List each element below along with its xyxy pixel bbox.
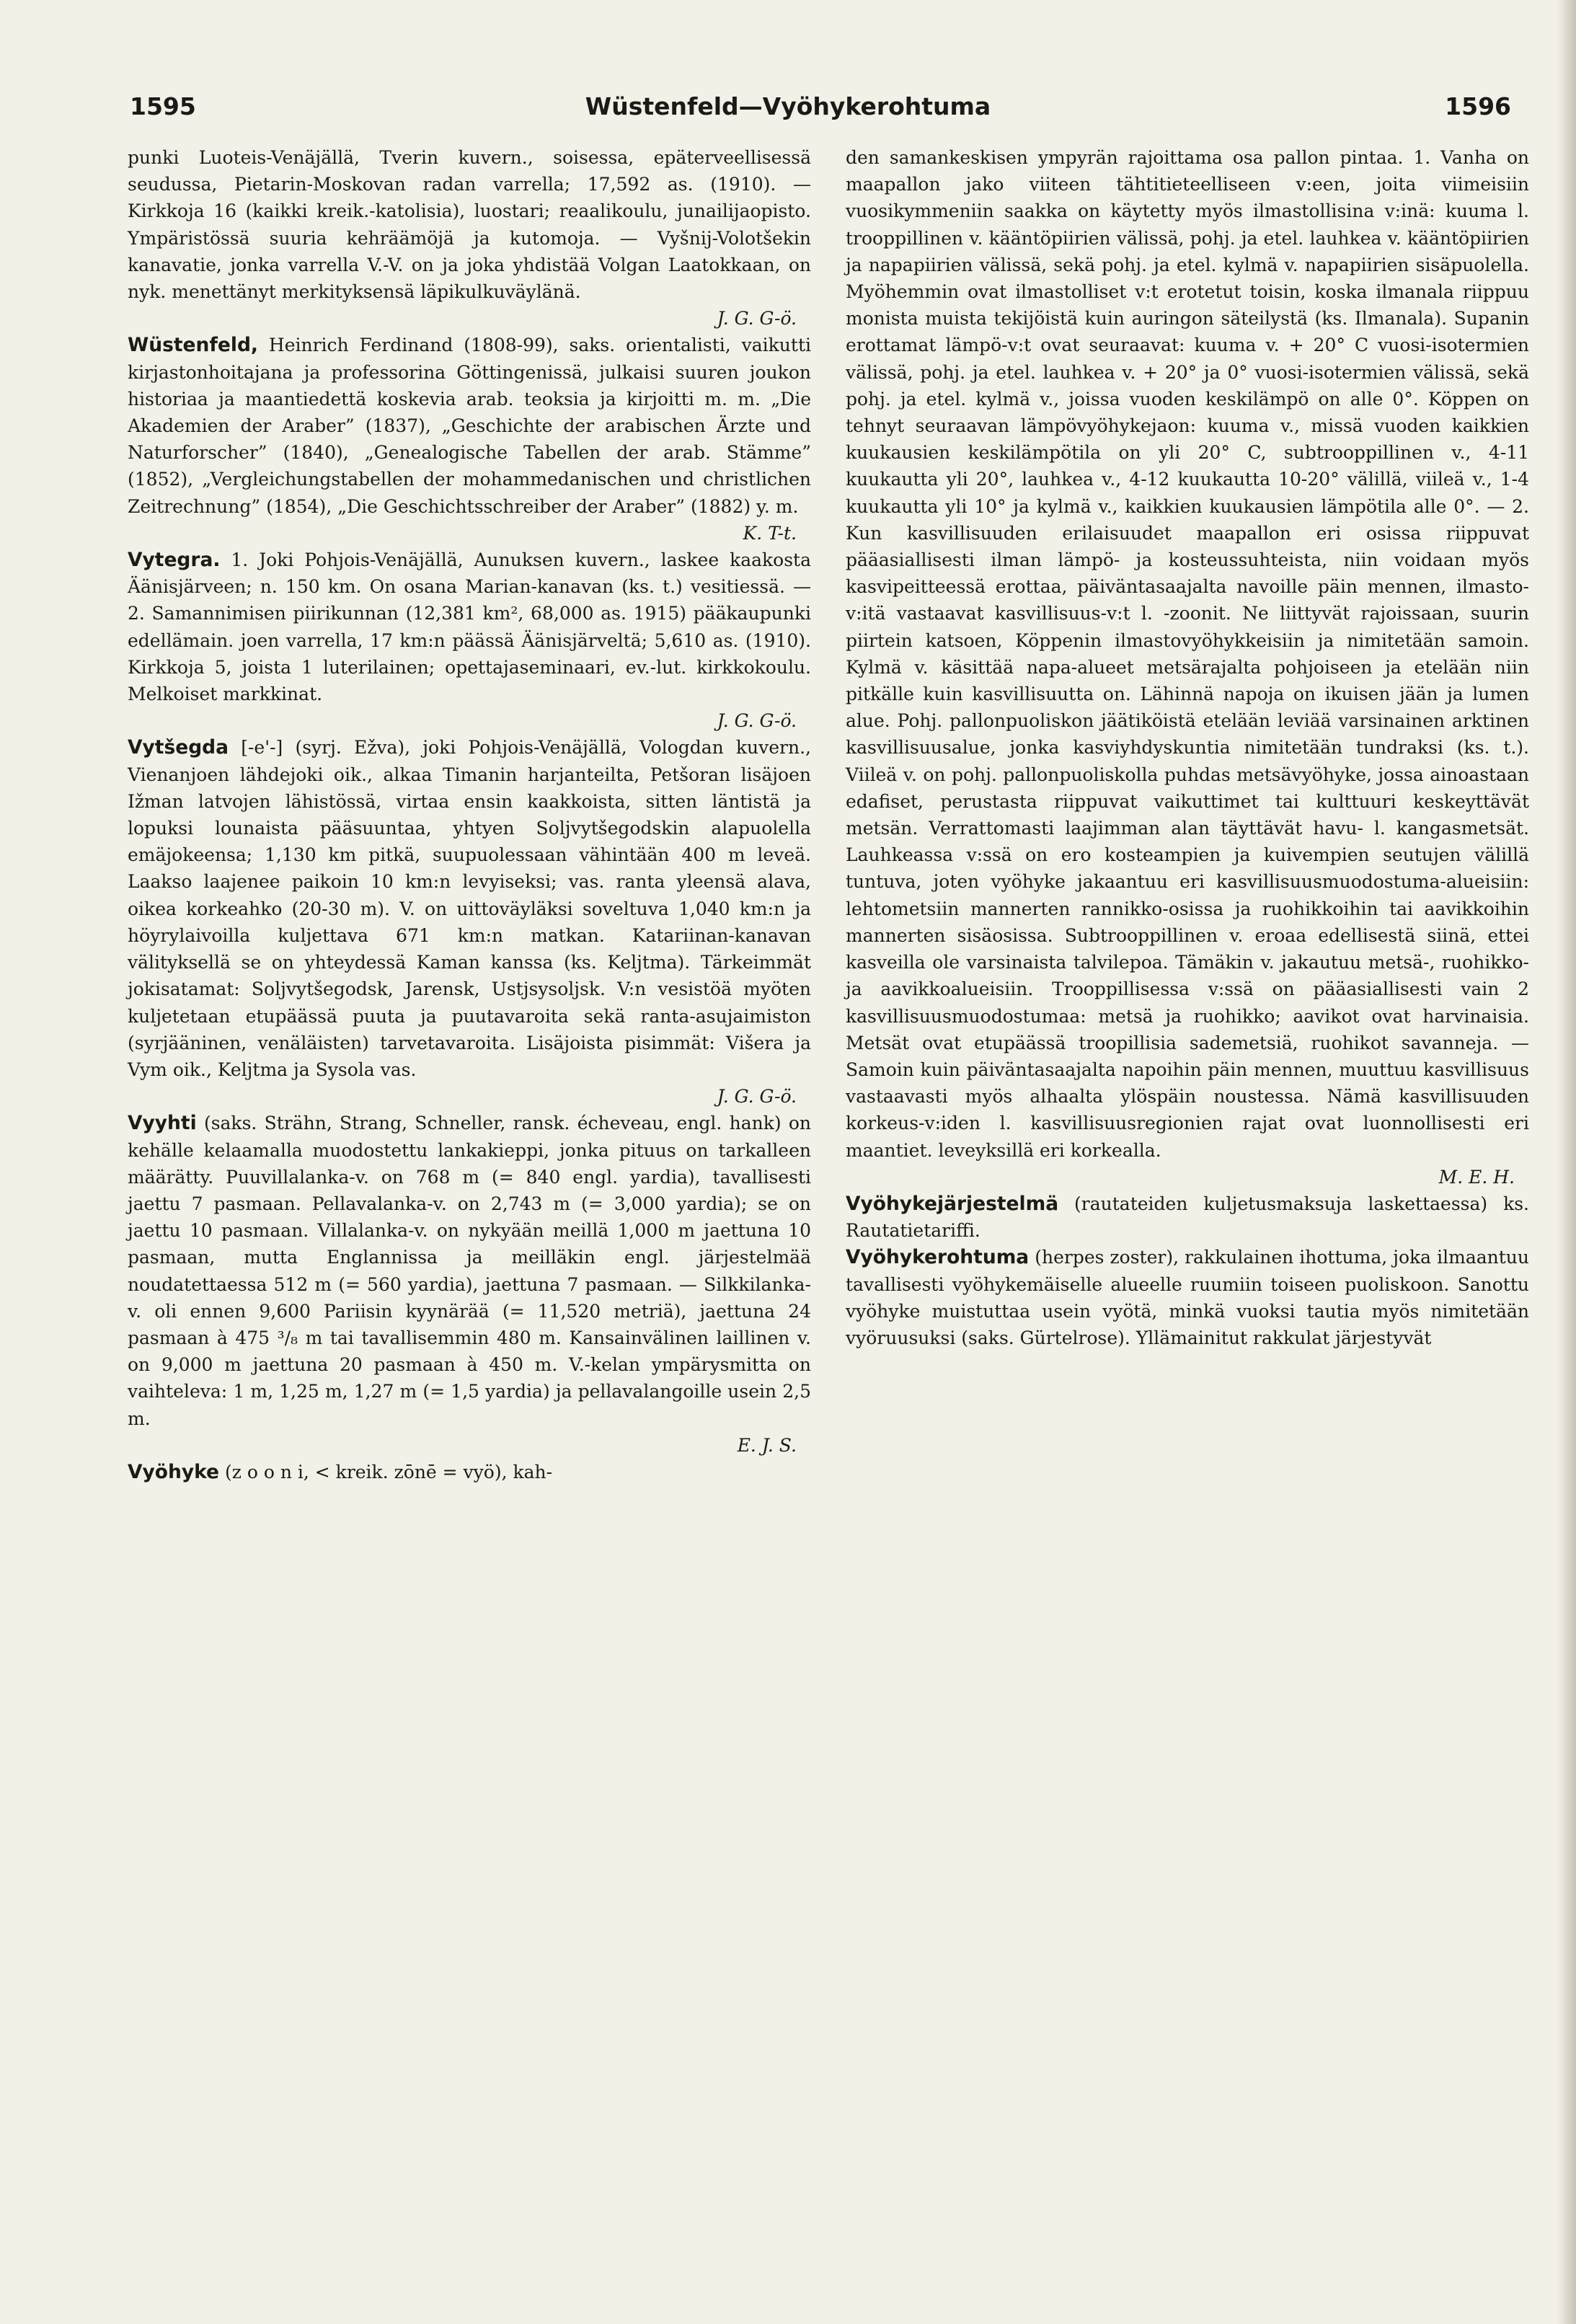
entry-vytsegda: Vytšegda [-e'-] (syrj. Ežva), joki Pohjois-Venäjällä, Vologdan kuvern., Vienanjoen lähdejoki oik., alkaa Timanin harjanteilta, Petšoran lisäjoen Ižman latvojen lähistössä, virtaa ensin kaakkoista, sitten läntistä ja lopuksi lounaista pääsuuntaa, yhtyen Soljvytšegodskin alapuolella emäjokeensa; 1,130 km pitkä, suupuolessaan vähintään 400 m leveä. Laakso laajenee paikoin 10 km:n levyiseksi; vas. ranta yleensä alava, oikea korkeahko (20-30 m). V. on uittoväyläksi soveltuva 1,040 km:n ja höyrylaivoilla kuljettava 671 km:n matkan. Katariinan-kanavan välityksellä se on yhteydessä Kaman kanssa (ks. Keljtma). Tärkeimmät jokisatamat: Soljvytšegodsk, Jarensk, Ustjsysoljsk. V:n vesistöä myöten kuljetetaan etupäässä puuta ja puutavaroita sekä ranta-asujaimiston (syrjääninen, venäläisten) tarvetavaroita. Lisäjoista pisimmät: Višera ja Vym oik., Keljtma ja Sysola vas. J. G. G-ö. (128, 736, 811, 1108)
entry-vytegra: Vytegra. 1. Joki Pohjois-Venäjällä, Aunuksen kuvern., laskee kaakosta Äänisjärveen; n. 150 km. On osana Marian-kanavan (ks. t.) vesitiessä. — 2. Samannimisen piirikunnan (12,381 km², 68,000 as. 1915) pääkaupunki edellämain. joen varrella, 17 km:n päässä Äänisjärveltä; 5,610 as. (1910). Kirkkoja 5, joista 1 luterilainen; opettajaseminaari, ev.-lut. kirkkokoulu. Melkoiset markkinat. J. G. G-ö. (128, 549, 812, 732)
entry-vyohykerohtuma: Vyöhykerohtuma (herpes zoster), rakkulainen ihottuma, joka ilmaantuu tavallisesti vyöhykemäiselle alueelle ruumiin toiseen puoliskoon. Sanottu vyöhyke muistuttaa usein vyötä, minkä vuoksi tautia myös nimitetään vyöruusuksi (saks. Gürtelrose). Yllämainitut rakkulat järjestyvät (846, 1246, 1529, 1348)
right-column (846, 144, 1529, 1351)
entry-vyohyke-cont: den samankeskisen ympyrän rajoittama osa pallon pintaa. 1. Vanha on maapallon jako viiteen tähtitieteelliseen v:een, joita viimeisiin vuosikymmeniin saakka on käytetty myös ilmastollisina v:inä: kuuma l. trooppillinen v. kääntöpiirien välissä, pohj. ja etel. lauhkea v. kääntöpiirien ja napapiirien välissä, sekä pohj. ja etel. kylmä v. napapiirien sisäpuolella. Myöhemmin ovat ilmastolliset v:t erotetut toisin, koska ilmanala riippuu monista muista tekijöistä kuin auringon säteilystä (ks. Ilmanala). Supanin erottamat lämpö-v:t ovat seuraavat: kuuma v. + 20° C vuosi-isotermien välissä, pohj. ja etel. lauhkea v. + 20° ja 0° vuosi-isotermien välissä, sekä pohj. ja etel. kylmä v., joissa vuoden keskilämpö on alle 0°. Köppen on tehnyt seuraavan lämpövyöhykejaon: kuuma v., missä vuoden kaikkien kuukausien keskilämpötila on yli 20° C, subtrooppillinen v., 4-11 kuukautta yli 20°, lauhkea v., 4-12 kuukautta 10-20° välillä, viileä v., 1-4 kuukautta yli 10° ja kylmä v., kaikkien kuukausien lämpötila alle 0°. — 2. Kun kasvillisuuden erilaisuudet maapallon eri osissa riippuvat pääasiallisesti ilman lämpö- ja kosteussuhteista, niin voidaan myös kasvipeitteessä erottaa, päiväntasaajalta navoille päin mennen, ilmasto-v:itä vastaavat kasvillisuus-v:t l. -zoonit. Ne liittyvät rajoissaan, suurin piirtein katsoen, Köppenin ilmastovyöhykkeisiin ja nimitetään samoin. Kylmä v. käsittää napa-alueet metsärajalta pohjoiseen ja etelään niin pitkälle kuin kasvillisuutta on. Lähinnä napoja on ikuisen jään ja lumen alue. Pohj. pallonpuoliskon jäätiköistä etelään leviää varsinainen arktinen kasvillisuusalue, jonka kasviyhdyskuntia nimitetään tundraksi (ks. t.). Viileä v. on pohj. pallonpuoliskolla puhdas metsävyöhyke, jossa ainoastaan edafiset, perustasta riippuvat vaikuttimet tai kulttuuri keskeyttävät metsän. Verrattomasti laajimman alan täyttävät havu- l. kangasmetsät. Lauhkeassa v:ssä on ero kosteampien ja kuivempien seutujen välillä tuntuva, joten vyöhyke jakaantuu eri kasvillisuusmuodostuma-alueisiin: lehtometsiin mannerten rannikko-osissa ja ruohikkoihin tai aavikkoihin mannerten sisäosissa. Subtrooppillinen v. eroaa edellisestä siinä, ettei kasveilla ole varsinaista talvilepoa. Tämäkin v. jakautuu metsä-, ruohikko- ja aavikkoalueisiin. Trooppillisessa v:ssä on pääasiallisesti vain 2 kasvillisuusmuodostumaa: metsä ja ruohikko; aavikot ovat harvinaisia. Metsät ovat etupäässä troopillisia sademetsiä, ruohikot savanneja. — Samoin kuin päiväntasaajalta napoihin päin mennen, muuttuu kasvillisuus vastaavasti myös alhaalta ylöspäin noustessa. Nämä kasvillisuuden korkeus-v:iden l. kasvillisuusregionien rajat ovat luonnollisesti eri maantiet. leveyksillä eri korkealla. M. E. H. (846, 147, 1529, 1188)
entry-wustenfeld: Wüstenfeld, Heinrich Ferdinand (1808-99), saks. orientalisti, vaikutti kirjastonhoitajana ja professorina Göttingenissä, julkaisi suuren joukon historiaa ja maantiedettä koskevia arab. teoksia ja kirjoitti m. m. „Die Akademien der Araber” (1837), „Geschichte der arabischen Ärzte und Naturforscher” (1840), „Genealogische Tabellen der arab. Stämme” (1852), „Vergleichungstabellen der mohammedanischen und christlichen Zeitrechnung” (1854), „Die Geschichtsschreiber der Araber” (1882) y. m. K. T-t. (128, 334, 811, 544)
left-column (128, 144, 811, 1485)
page-edge-shadow (1557, 0, 1576, 2324)
right-page-number: 1596 (1445, 92, 1511, 120)
entry-vysnij-volotsek-cont: punki Luoteis-Venäjällä, Tverin kuvern., soisessa, epäterveellisessä seudussa, Pietarin-Moskovan radan varrella; 17,592 as. (1910). — Kirkkoja 16 (kaikki kreik.-katolisia), luostari; reaalikoulu, junailijaopisto. Ympäristössä suuria kehräämöjä ja kutomoja. — Vyšnij-Volotšekin kanavatie, jonka varrella V.-V. on ja joka yhdistää Volgan Laatokkaan, on nyk. menettänyt merkityksensä läpikulkuväylänä. J. G. G-ö. (128, 147, 811, 330)
entry-vyohykejarjestelma: Vyöhykejärjestelmä (rautateiden kuljetusmaksuja laskettaessa) ks. Rautatietariffi. (846, 1192, 1529, 1242)
running-header (0, 89, 1576, 125)
page-title: Wüstenfeld—Vyöhykerohtuma (585, 92, 991, 120)
left-page-number: 1595 (130, 92, 196, 120)
entry-vyohyke: Vyöhyke (z o o n i, < kreik. zōnē = vyö), kah- (128, 1460, 553, 1483)
entry-vyyhti: Vyyhti (saks. Strähn, Strang, Schneller, ransk. écheveau, engl. hank) on kehälle kelaamalla muodostettu lankakieppi, jonka pituus on tarkalleen määrätty. Puuvillalanka-v. on 768 m (= 840 engl. yardia), tavallisesti jaettu 7 pasmaan. Pellavalanka-v. on 2,743 m (= 3,000 yardia); se on jaettu 10 pasmaan. Villalanka-v. on nykyään meillä 1,000 m jaettuna 10 pasmaan, mutta Englannissa ja meilläkin engl. järjestelmää noudatettaessa 512 m (= 560 yardia), jaettuna 7 pasmaan. — Silkkilanka-v. oli ennen 9,600 Pariisin kyynärää (= 11,520 metriä), jaettuna 24 pasmaan à 475 ³/₈ m tai tavallisemmin 480 m. Kansainvälinen laillinen v. on 9,000 m jaettuna 20 pasmaan à 450 m. V.-kelan ympärysmitta on vaihteleva: 1 m, 1,25 m, 1,27 m (= 1,5 yardia) ja pellavalangoille usein 2,5 m. E. J. S. (128, 1112, 811, 1456)
